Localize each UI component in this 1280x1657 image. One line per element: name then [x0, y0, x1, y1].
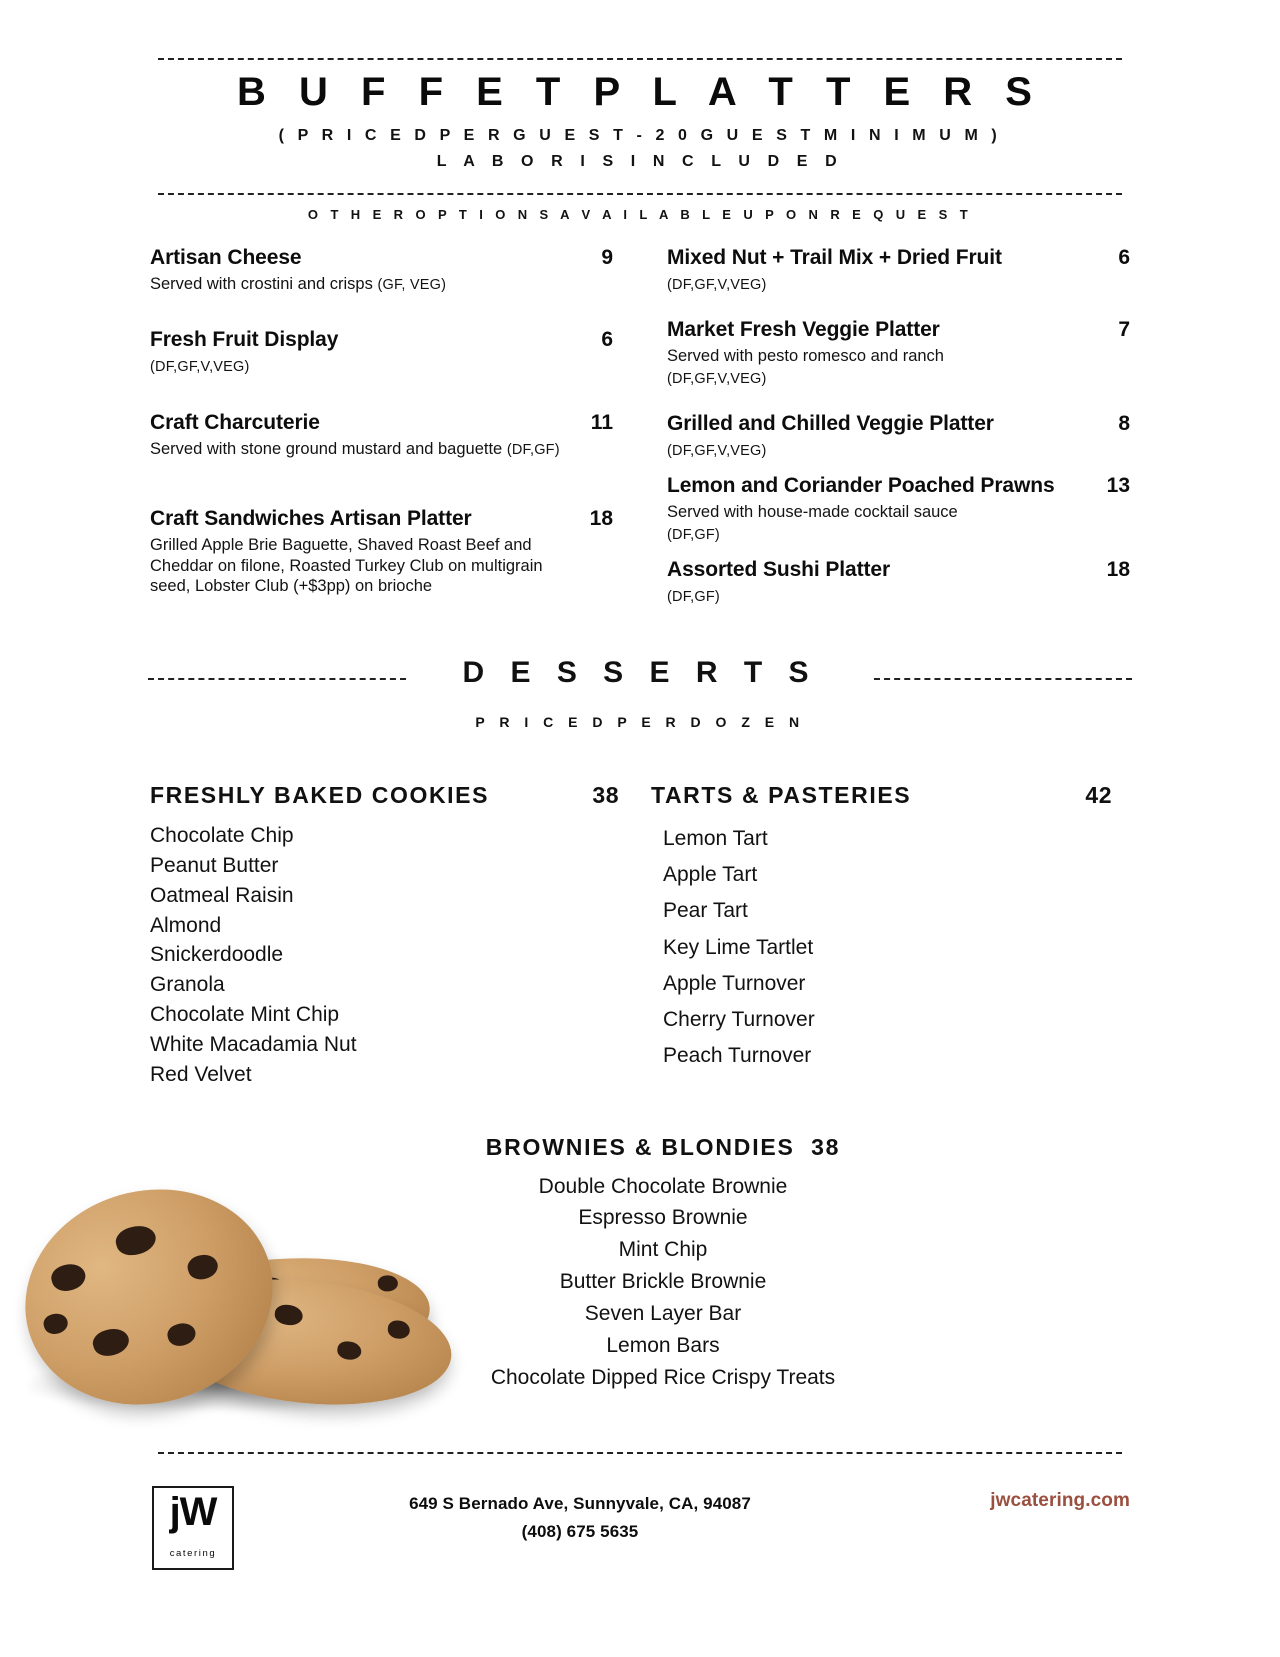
platter-desc-text: Served with crostini and crisps: [150, 274, 378, 293]
platter-tags: (DF,GF): [667, 526, 720, 543]
platters-left-column: [150, 246, 617, 606]
cookies-column: [150, 782, 629, 1089]
platter-tags: (DF,GF,V,VEG): [667, 442, 767, 459]
labor-subtitle: L A B O R I S I N C L U D E D: [436, 153, 844, 170]
tarts-heading: TARTS & PASTERIES: [651, 782, 912, 809]
spacer: [150, 377, 613, 411]
desserts-title: D E S S E R T S: [462, 656, 818, 690]
list-item: Peanut Butter: [150, 854, 279, 878]
platter-price: 13: [1106, 474, 1130, 498]
address-line: 649 S Bernado Ave, Sunnyvale, CA, 94087: [409, 1494, 751, 1513]
platter-item: [667, 412, 1130, 460]
footer: [0, 1478, 1280, 1598]
platter-tags: (DF,GF,V,VEG): [150, 359, 250, 376]
list-item: Espresso Brownie: [578, 1206, 748, 1230]
platter-name: Mixed Nut + Trail Mix + Dried Fruit: [667, 246, 1002, 269]
platter-item: [667, 246, 1130, 294]
jw-catering-logo: [152, 1486, 234, 1570]
platter-tags: (DF,GF): [506, 441, 560, 458]
list-item: Cherry Turnover: [663, 1007, 815, 1031]
cookies-list: [150, 809, 629, 1089]
brownies-heading-row: [46, 1134, 1280, 1161]
list-item: Chocolate Mint Chip: [150, 1003, 340, 1027]
platter-name: Craft Charcuterie: [150, 410, 320, 434]
list-item: Chocolate Dipped Rice Crispy Treats: [490, 1365, 836, 1389]
platters-right-column: [645, 246, 1130, 606]
spacer: [667, 460, 1130, 474]
platter-desc: Served with pesto romesco and ranch: [667, 347, 944, 366]
contact-block: [300, 1490, 860, 1546]
list-item: Lemon Bars: [606, 1334, 720, 1358]
spacer: [150, 459, 613, 493]
desserts-right-divider: [874, 678, 1132, 680]
cookies-heading-row: [150, 782, 629, 809]
platter-price: 11: [590, 410, 613, 434]
platter-name: Fresh Fruit Display: [150, 328, 339, 352]
list-item: Lemon Tart: [663, 827, 768, 851]
platter-price: 18: [1106, 557, 1130, 581]
platter-item: [150, 411, 613, 459]
menu-page: [0, 58, 1280, 1657]
platter-desc: [150, 353, 569, 377]
platter-item: [150, 507, 613, 597]
spacer: [667, 388, 1130, 412]
list-item: Red Velvet: [150, 1062, 252, 1086]
platter-desc-text: Served with stone ground mustard and baguette: [150, 439, 507, 458]
tarts-heading-row: [651, 782, 1130, 809]
list-item: Double Chocolate Brownie: [538, 1174, 788, 1198]
list-item: Seven Layer Bar: [584, 1302, 742, 1326]
brownies-price: 38: [811, 1133, 841, 1160]
platter-price: 18: [589, 507, 613, 531]
list-item: Snickerdoodle: [150, 943, 284, 967]
desserts-subtitle: P R I C E D P E R D O Z E N: [475, 714, 805, 731]
platter-tags: (GF, VEG): [377, 276, 447, 293]
other-options-note: O T H E R O P T I O N S A V A I L A B L E U P O N R E Q U E S T: [307, 207, 973, 222]
platter-name: Market Fresh Veggie Platter: [667, 318, 940, 342]
logo-initials: jW: [169, 1490, 217, 1534]
list-item: Granola: [150, 973, 225, 997]
footer-divider: [158, 1452, 1122, 1454]
list-item: Almond: [150, 913, 222, 937]
brownies-heading: BROWNIES & BLONDIES: [485, 1133, 795, 1160]
tarts-price: 42: [1085, 782, 1112, 809]
brownies-list: [46, 1161, 1280, 1394]
platter-name: Artisan Cheese: [150, 246, 302, 269]
platter-name: Grilled and Chilled Veggie Platter: [667, 411, 994, 435]
tarts-column: [629, 782, 1130, 1089]
buffet-platters-grid: [150, 246, 1130, 606]
platter-tags: (DF,GF,V,VEG): [667, 276, 767, 293]
masthead: [0, 60, 1280, 171]
list-item: Oatmeal Raisin: [150, 883, 294, 907]
platter-price: 7: [1118, 318, 1130, 342]
list-item: Mint Chip: [618, 1238, 708, 1262]
list-item: Apple Tart: [663, 863, 758, 887]
platter-desc: [667, 583, 1086, 607]
platter-name: Craft Sandwiches Artisan Platter: [150, 507, 472, 531]
platter-price: 9: [601, 246, 613, 269]
pricing-subtitle: ( P R I C E D P E R G U E S T - 2 0 G U E S T M I N I M U M ): [278, 127, 1002, 144]
platter-price: 8: [1118, 411, 1130, 435]
platter-price: 6: [1118, 246, 1130, 269]
list-item: Peach Turnover: [663, 1043, 812, 1067]
spacer: [667, 294, 1130, 318]
page-title: B U F F E T P L A T T E R S: [237, 70, 1043, 114]
platter-desc: Served with house-made cocktail sauce: [667, 503, 958, 522]
platter-tags: (DF,GF): [667, 588, 720, 605]
platter-tags: (DF,GF,V,VEG): [667, 370, 767, 387]
platter-item: [150, 246, 613, 294]
logo-wordmark: catering: [169, 1548, 217, 1559]
footer-divider-wrap: [0, 1452, 1280, 1454]
platter-item: [150, 328, 613, 376]
platter-desc: [667, 437, 1086, 461]
platter-item: [667, 558, 1130, 606]
brownies-section: [0, 1134, 1280, 1394]
platter-name: Lemon and Coriander Poached Prawns: [667, 474, 1055, 498]
platter-desc: [150, 436, 569, 460]
cookies-heading: FRESHLY BAKED COOKIES: [150, 782, 490, 809]
platter-item: [667, 318, 1130, 388]
platter-item: [667, 474, 1130, 544]
list-item: Key Lime Tartlet: [663, 935, 814, 959]
list-item: Chocolate Chip: [150, 824, 294, 848]
platter-desc: Grilled Apple Brie Baguette, Shaved Roast Beef and Cheddar on filone, Roasted Turkey Club on multigrain seed, Lobster Club (+$3pp) on brioche: [150, 535, 543, 596]
spacer: [150, 294, 613, 328]
platter-name: Assorted Sushi Platter: [667, 557, 891, 581]
cookies-price: 38: [592, 782, 619, 809]
spacer: [150, 493, 613, 507]
phone-line: (408) 675 5635: [521, 1522, 639, 1542]
list-item: White Macadamia Nut: [150, 1032, 357, 1056]
tarts-list: [651, 809, 1130, 1074]
platter-desc: [150, 271, 569, 295]
desserts-banner: [0, 656, 1280, 712]
spacer: [667, 544, 1130, 558]
desserts-grid: [150, 782, 1130, 1089]
list-item: Apple Turnover: [663, 971, 806, 995]
platter-price: 6: [601, 328, 613, 352]
website-link[interactable]: jwcatering.com: [990, 1490, 1130, 1511]
list-item: Butter Brickle Brownie: [559, 1270, 767, 1294]
platter-desc: [667, 271, 1086, 295]
desserts-left-divider: [148, 678, 406, 680]
list-item: Pear Tart: [663, 899, 748, 923]
